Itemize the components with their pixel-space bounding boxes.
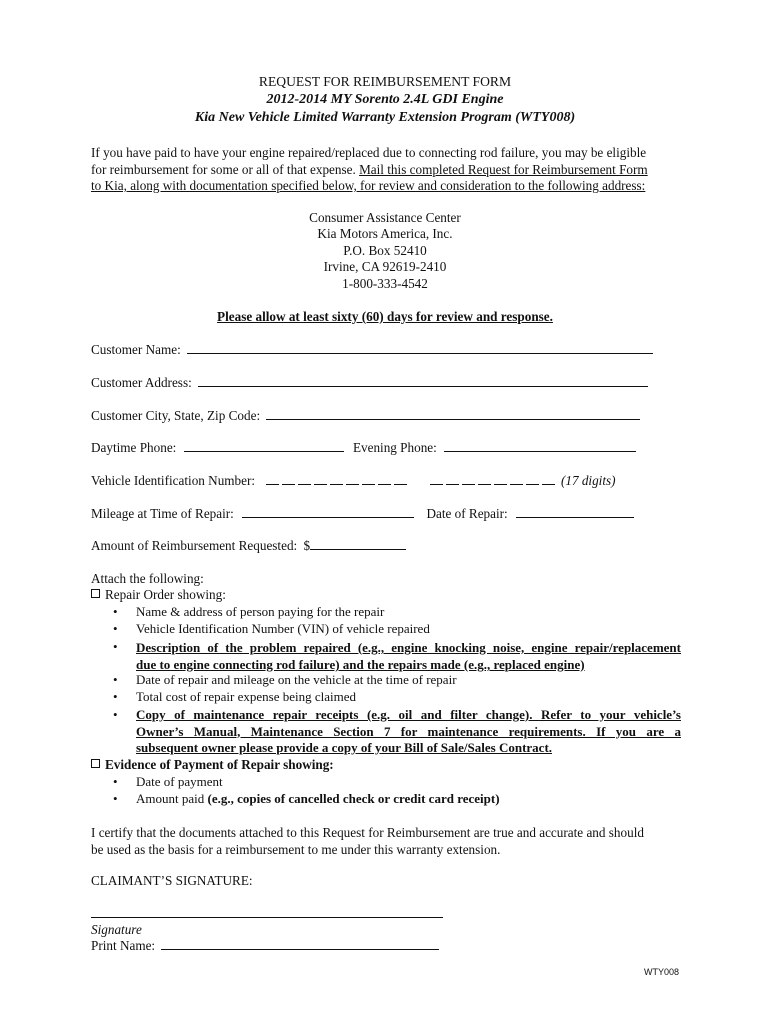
ro-item-maintenance-line-1: Copy of maintenance repair receipts (e.g. oil and filter change). Refer to your vehicle’s [136, 707, 681, 722]
address-city: Irvine, CA 92619-2410 [323, 259, 447, 274]
bullet: • [113, 639, 118, 654]
repair-order-label: Repair Order showing: [105, 587, 226, 602]
date-of-repair-label: Date of Repair: [426, 506, 508, 521]
print-name-row [91, 938, 439, 954]
intro-line-3: to Kia, along with documentation specified below, for review and consideration to the following address: [91, 178, 646, 193]
bullet: • [113, 774, 118, 789]
bullet: • [113, 689, 118, 704]
evidence-checkbox[interactable] [91, 759, 100, 768]
review-notice: Please allow at least sixty (60) days for review and response. [217, 309, 553, 324]
address-name: Consumer Assistance Center [309, 210, 461, 225]
customer-name-row [91, 342, 653, 358]
address-phone: 1-800-333-4542 [342, 276, 428, 291]
customer-name-field[interactable] [187, 342, 653, 354]
evidence-label: Evidence of Payment of Repair showing: [105, 757, 334, 772]
signature-label: Signature [91, 922, 142, 937]
daytime-phone-label: Daytime Phone: [91, 440, 177, 455]
bullet: • [113, 604, 118, 619]
repair-order-heading [91, 587, 226, 603]
vin-digits-note: (17 digits) [560, 473, 616, 488]
certification-line-2: be used as the basis for a reimbursement to me under this warranty extension. [91, 842, 501, 857]
intro-line-1: If you have paid to have your engine repaired/replaced due to connecting rod failure, you may be eligible [91, 145, 647, 160]
repair-order-checkbox[interactable] [91, 589, 100, 598]
intro-line-2-plain: for reimbursement for some or all of that expense. [91, 161, 360, 177]
amount-field[interactable] [310, 538, 406, 550]
customer-address-label: Customer Address: [91, 375, 192, 390]
intro-paragraph [91, 145, 683, 195]
vin-label: Vehicle Identification Number: [91, 473, 256, 488]
customer-city-row [91, 408, 640, 424]
address-company: Kia Motors America, Inc. [317, 226, 453, 241]
bullet: • [113, 621, 118, 636]
certification-line-1: I certify that the documents attached to this Request for Reimbursement are true and accurate and should [91, 825, 644, 840]
intro-line-2 [91, 162, 683, 179]
date-of-repair-field[interactable] [516, 506, 634, 518]
daytime-phone-field[interactable] [184, 440, 344, 452]
ro-item-total-cost: Total cost of repair expense being claimed [136, 689, 357, 704]
customer-city-field[interactable] [266, 408, 640, 420]
signature-line[interactable] [91, 917, 443, 918]
bullet: • [113, 707, 118, 722]
vin-row [91, 473, 616, 489]
certification-paragraph [91, 824, 644, 858]
ro-item-maintenance-line-2: Owner’s Manual, Maintenance Section 7 for maintenance requirements. If you are a [136, 723, 681, 739]
evening-phone-field[interactable] [444, 440, 636, 452]
ev-item-amount-label: Amount paid [136, 791, 208, 806]
ro-item-maintenance-line-3: subsequent owner please provide a copy of your Bill of Sale/Sales Contract. [136, 740, 553, 755]
amount-label: Amount of Reimbursement Requested: [91, 538, 298, 553]
intro-line-2-underlined: Mail this completed Request for Reimbursement Form [359, 161, 648, 177]
customer-city-label: Customer City, State, Zip Code: [91, 408, 261, 423]
ev-item-amount-note: (e.g., copies of cancelled check or credit card receipt) [207, 791, 500, 806]
ro-item-description-line-1: Description of the problem repaired (e.g., engine knocking noise, engine repair/replacement [136, 640, 681, 655]
ro-item-date-mileage: Date of repair and mileage on the vehicle at the time of repair [136, 672, 457, 687]
amount-row [91, 538, 406, 554]
form-model-line: 2012-2014 MY Sorento 2.4L GDI Engine [266, 92, 504, 107]
mileage-row [91, 506, 634, 522]
customer-address-field[interactable] [198, 375, 648, 387]
ev-item-amount [136, 791, 681, 808]
customer-address-row [91, 375, 648, 391]
customer-name-label: Customer Name: [91, 342, 181, 357]
bullet: • [113, 791, 118, 806]
print-name-field[interactable] [161, 938, 439, 950]
ro-item-description [136, 639, 681, 673]
footer-form-code: WTY008 [644, 967, 680, 977]
address-po-box: P.O. Box 52410 [343, 243, 427, 258]
ro-item-vin: Vehicle Identification Number (VIN) of vehicle repaired [136, 621, 430, 636]
mileage-label: Mileage at Time of Repair: [91, 506, 234, 521]
print-name-label: Print Name: [91, 938, 156, 953]
amount-currency: $ [303, 538, 311, 553]
attach-heading: Attach the following: [91, 571, 204, 586]
phone-row [91, 440, 636, 456]
evidence-heading [91, 757, 334, 773]
vin-field-part-2[interactable] [430, 473, 558, 489]
form-title: REQUEST FOR REIMBURSEMENT FORM [258, 74, 512, 89]
evening-phone-label: Evening Phone: [352, 440, 437, 455]
vin-field-part-1[interactable] [266, 473, 410, 489]
mileage-field[interactable] [242, 506, 414, 518]
ro-item-name-address: Name & address of person paying for the repair [136, 604, 385, 619]
ro-item-maintenance [136, 707, 681, 757]
ro-item-description-line-2: due to engine connecting rod failure) and the repairs made (e.g., replaced engine) [136, 657, 585, 672]
claimant-signature-heading: CLAIMANT’S SIGNATURE: [91, 873, 253, 888]
ev-item-date: Date of payment [136, 774, 223, 789]
form-program-line: Kia New Vehicle Limited Warranty Extension Program (WTY008) [194, 110, 576, 125]
bullet: • [113, 672, 118, 687]
